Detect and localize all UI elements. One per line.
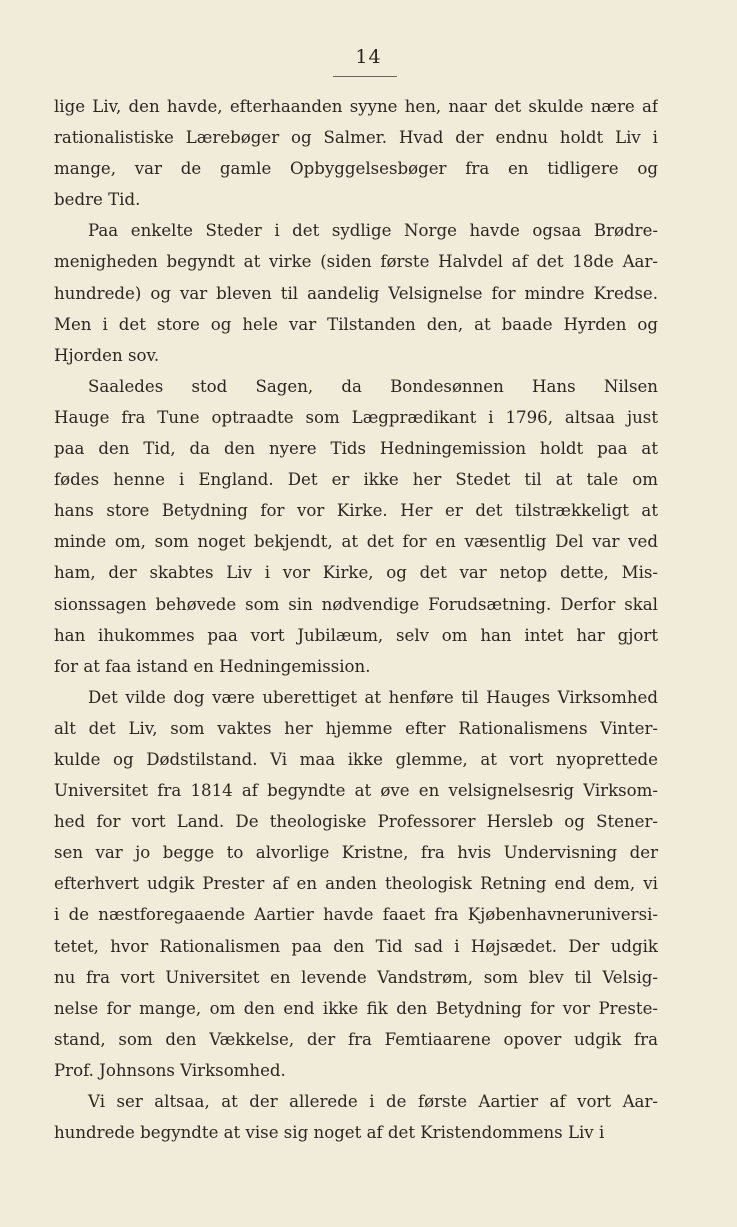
text-line: for at faa istand en Hedningemission. bbox=[54, 656, 371, 676]
text-line: hans store Betydning for vor Kirke. Her er det tilstrækkeligt at bbox=[54, 501, 658, 521]
text-line: Hauge fra Tune optraadte som Lægprædikant i 1796, altsaa just bbox=[54, 407, 658, 427]
paragraph bbox=[54, 1086, 658, 1148]
text-line: menigheden begyndt at virke (siden første Halvdel af det 18de Aar- bbox=[54, 252, 658, 272]
text-line: hundrede) og var bleven til aandelig Velsignelse for mindre Kredse. bbox=[54, 283, 658, 303]
text-line: bedre Tid. bbox=[54, 190, 141, 210]
text-line: nelse for mange, om den end ikke fik den Betydning for vor Preste- bbox=[54, 998, 658, 1018]
text-line: Det vilde dog være uberettiget at henføre til Hauges Virksomhed bbox=[88, 687, 658, 707]
text-line: stand, som den Vækkelse, der fra Femtiaarene opover udgik fra bbox=[54, 1029, 658, 1049]
text-line: i de næstforegaaende Aartier havde faaet fra Kjøbenhavneruniversi- bbox=[54, 905, 658, 925]
text-line: tetet, hvor Rationalismen paa den Tid sad i Højsædet. Der udgik bbox=[54, 936, 658, 956]
text-line: fødes henne i England. Det er ikke her Stedet til at tale om bbox=[54, 470, 658, 490]
text-line: sen var jo begge to alvorlige Kristne, fra hvis Undervisning der bbox=[54, 843, 658, 863]
text-line: hed for vort Land. De theologiske Professorer Hersleb og Stener- bbox=[54, 812, 658, 832]
text-line: paa den Tid, da den nyere Tids Hedningemission holdt paa at bbox=[54, 439, 658, 459]
paragraph bbox=[54, 215, 658, 370]
text-line: kulde og Dødstilstand. Vi maa ikke glemme, at vort nyoprettede bbox=[54, 749, 658, 769]
text-line: sionssagen behøvede som sin nødvendige Forudsætning. Derfor skal bbox=[54, 594, 658, 614]
text-line: Paa enkelte Steder i det sydlige Norge havde ogsaa Brødre- bbox=[88, 221, 658, 241]
paragraph bbox=[54, 371, 658, 682]
body-text bbox=[54, 91, 658, 1148]
text-line: lige Liv, den havde, efterhaanden syyne hen, naar det skulde nære af bbox=[54, 97, 658, 116]
text-line: Hjorden sov. bbox=[54, 345, 160, 365]
text-line: Prof. Johnsons Virksomhed. bbox=[54, 1060, 286, 1080]
text-line: efterhvert udgik Prester af en anden theologisk Retning end dem, vi bbox=[54, 874, 658, 894]
text-line: alt det Liv, som vaktes her hjemme efter Rationalismens Vinter- bbox=[54, 718, 658, 738]
paragraph bbox=[54, 682, 658, 1086]
text-line: rationalistiske Lærebøger og Salmer. Hvad der endnu holdt Liv i bbox=[54, 128, 658, 148]
header-rule bbox=[333, 76, 397, 77]
page-number: 14 bbox=[355, 46, 382, 68]
text-line: mange, var de gamle Opbyggelsesbøger fra en tidligere og bbox=[54, 159, 658, 179]
text-line: hundrede begyndte at vise sig noget af det Kristendommens Liv i bbox=[54, 1123, 605, 1143]
paragraph bbox=[54, 91, 658, 215]
text-line: han ihukommes paa vort Jubilæum, selv om han intet har gjort bbox=[54, 625, 658, 645]
text-line: Vi ser altsaa, at der allerede i de første Aartier af vort Aar- bbox=[88, 1092, 658, 1111]
text-line: Universitet fra 1814 af begyndte at øve en velsignelsesrig Virksom- bbox=[54, 781, 658, 801]
text-line: minde om, som noget bekjendt, at det for en væsentlig Del var ved bbox=[54, 532, 658, 552]
text-line: Men i det store og hele var Tilstanden den, at baade Hyrden og bbox=[54, 314, 658, 334]
text-line: ham, der skabtes Liv i vor Kirke, og det var netop dette, Mis- bbox=[54, 563, 658, 583]
text-line: Saaledes stod Sagen, da Bondesønnen Hans Nilsen bbox=[88, 376, 658, 396]
text-line: nu fra vort Universitet en levende Vandstrøm, som blev til Velsig- bbox=[54, 967, 658, 987]
